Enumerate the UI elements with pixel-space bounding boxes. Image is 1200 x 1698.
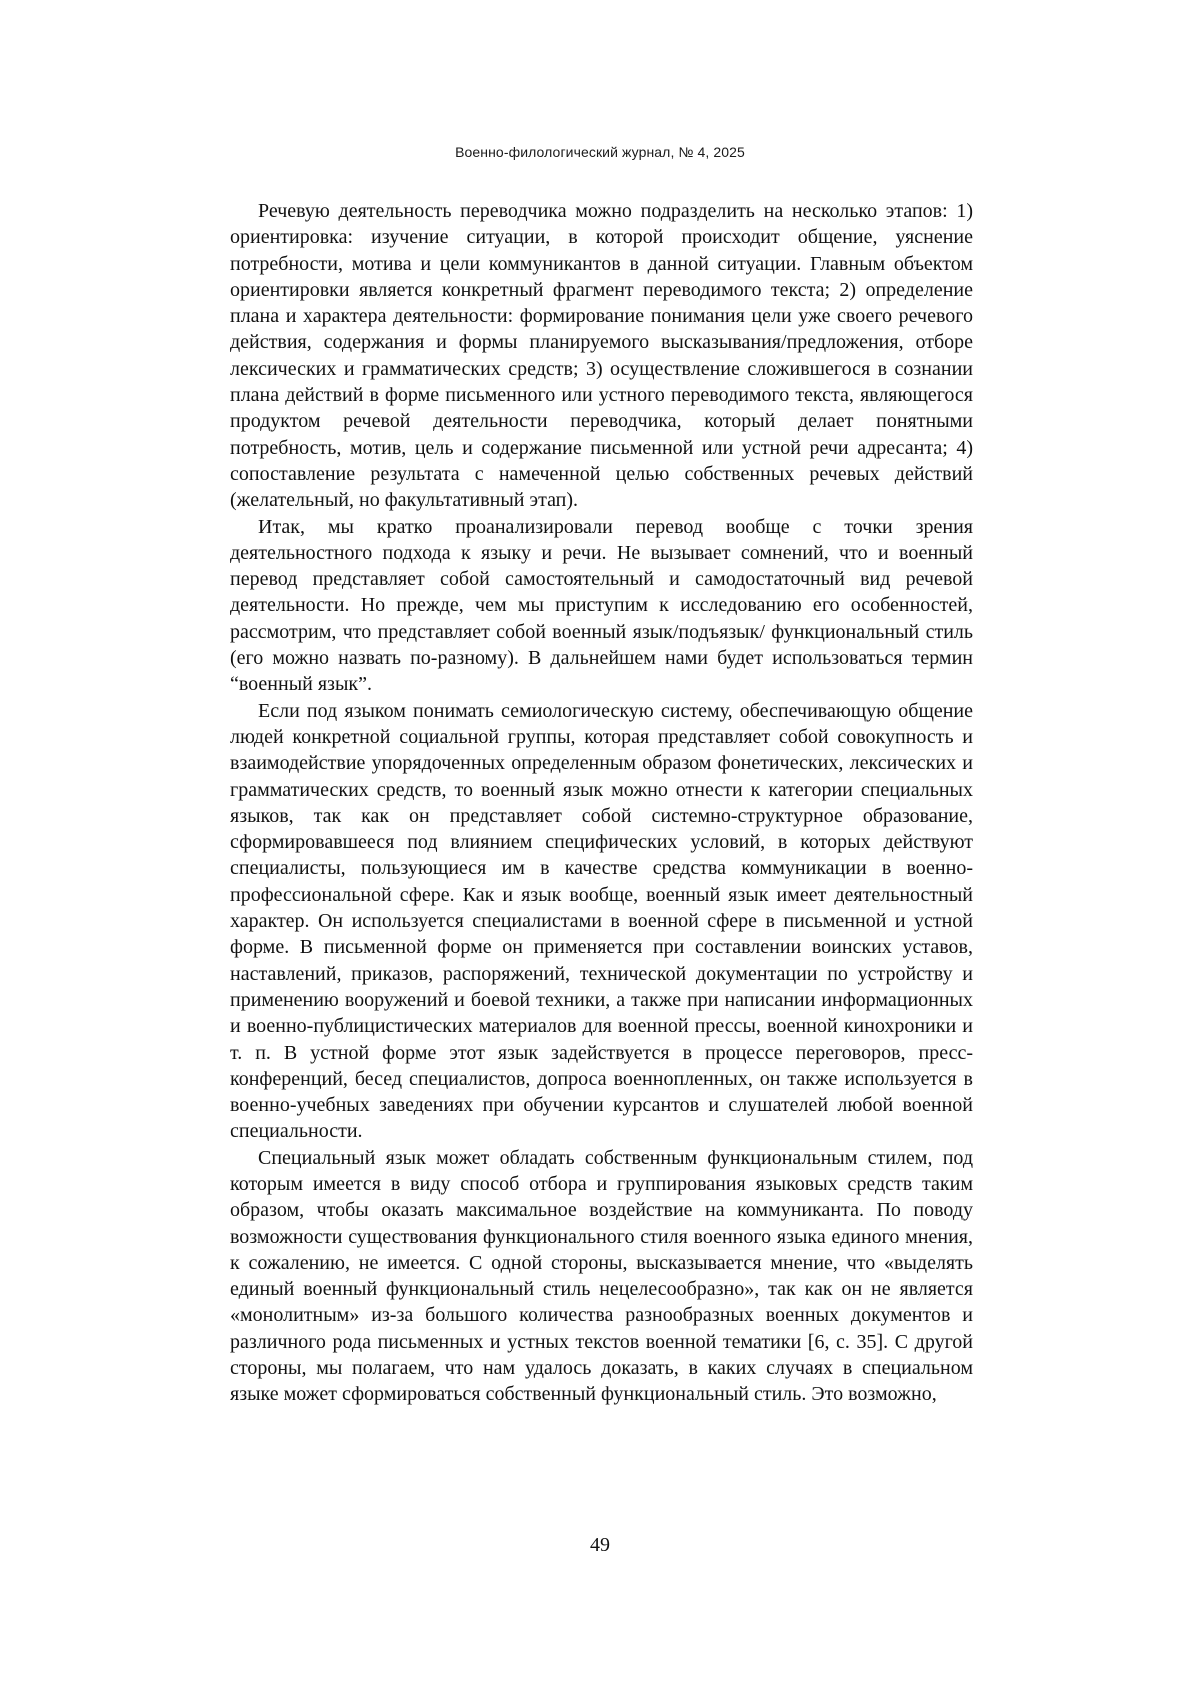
paragraph: Итак, мы кратко проанализировали перевод вообще с точки зрения деятельностного подхода к языку и речи. Не вызывает сомнений, что и военный перевод представляет собой самостоятельный и самодостаточный вид речевой деятельности. Но прежде, чем мы приступим к исследованию его особенностей, рассмотрим, что представляет собой военный язык/подъязык/ функциональный стиль (его можно назвать по-разному). В дальнейшем нами будет использоваться термин “военный язык”.	[230, 515, 973, 696]
paragraph: Если под языком понимать семиологическую систему, обеспечивающую общение людей конкретной социальной группы, которая представляет собой совокупность и взаимодействие упорядоченных определенным образом фонетических, лексических и грамматических средств, то военный язык можно отнести к категории специальных языков, так как он представляет собой системно-структурное образование, сформировавшееся под влиянием специфических условий, в которых действуют специалисты, пользующиеся им в качестве средства коммуникации в военно-профессиональной сфере. Как и язык вообще, военный язык имеет деятельностный характер. Он используется специалистами в военной сфере в письменной и устной форме. В письменной форме он применяется при составлении воинских уставов, наставлений, приказов, распоряжений, технической документации по устройству и применению вооружений и боевой техники, а также при написании информационных и военно-публицистических материалов для военной прессы, военной кинохроники и т. п. В устной форме этот язык задействуется в процессе переговоров, пресс-конференций, бесед специалистов, допроса военнопленных, он также используется в военно-учебных заведениях при обучении курсантов и слушателей любой военной специальности.	[230, 699, 973, 1143]
article-body	[230, 198, 973, 1408]
running-header: Военно-филологический журнал, № 4, 2025	[455, 144, 745, 160]
page-number: 49	[590, 1534, 610, 1556]
paragraph: Речевую деятельность переводчика можно подразделить на несколько этапов: 1) ориентировка: изучение ситуации, в которой происходит общение, уяснение потребности, мотива и цели коммуникантов в данной ситуации. Главным объектом ориентировки является конкретный фрагмент переводимого текста; 2) определение плана и характера деятельности: формирование понимания цели уже своего речевого действия, содержания и формы планируемого высказывания/предложения, отборе лексических и грамматических средств; 3) осуществление сложившегося в сознании плана действий в форме письменного или устного переводимого текста, являющегося продуктом речевой деятельности переводчика, который делает понятными потребность, мотив, цель и содержание письменной или устной речи адресанта; 4) сопоставление результата с намеченной целью собственных речевых действий (желательный, но факультативный этап).	[230, 200, 973, 512]
paragraph: Специальный язык может обладать собственным функциональным стилем, под которым имеется в виду способ отбора и группирования языковых средств таким образом, чтобы оказать максимальное воздействие на коммуниканта. По поводу возможности существования функционального стиля военного языка единого мнения, к сожалению, не имеется. С одной стороны, высказывается мнение, что «выделять единый военный функциональный стиль нецелесообразно», так как он не является «монолитным» из-за большого количества разнообразных военных документов и различного рода письменных и устных текстов военной тематики [6, с. 35]. С другой стороны, мы полагаем, что нам удалось доказать, в каких случаях в специальном языке может сформироваться собственный функциональный стиль. Это возможно,	[230, 1146, 973, 1406]
